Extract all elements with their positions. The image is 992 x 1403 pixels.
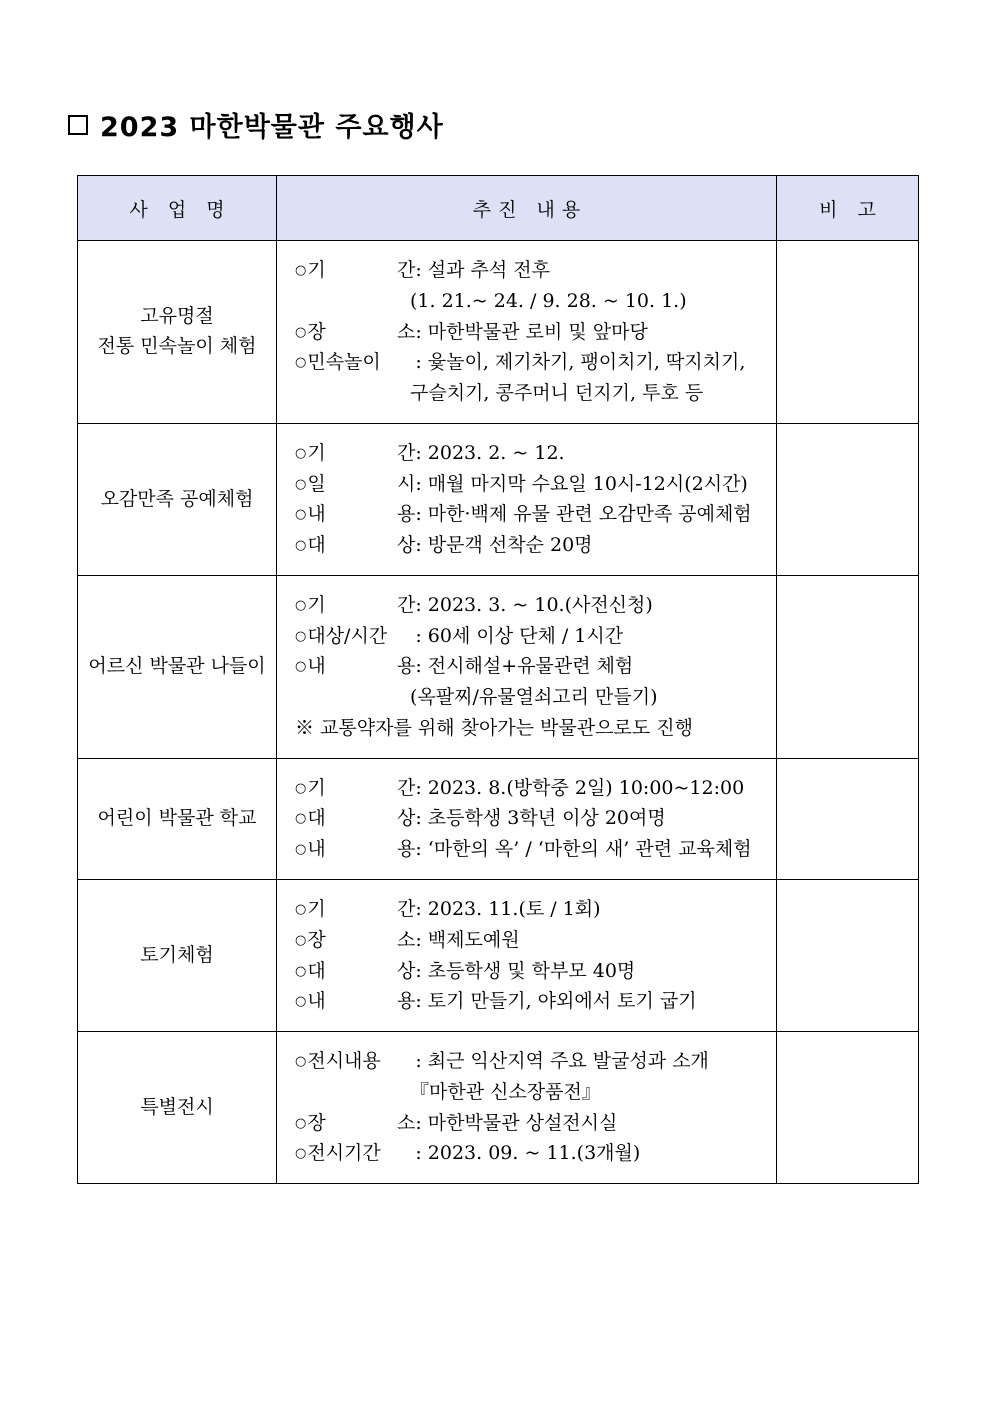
detail-value: 마한박물관 상설전시실	[421, 1111, 618, 1134]
detail-line	[295, 621, 770, 652]
detail-separator: :	[415, 776, 422, 799]
detail-line	[295, 925, 770, 956]
detail-label: 대 상	[307, 807, 416, 830]
table-header-row	[78, 176, 919, 241]
detail-separator: :	[415, 320, 422, 343]
program-name-cell	[78, 1032, 277, 1184]
detail-value: 초등학생 3학년 이상 20여명	[421, 807, 666, 830]
detail-continuation: 구슬치기, 콩주머니 던지기, 투호 등	[410, 382, 704, 405]
detail-label: 대 상	[307, 534, 416, 557]
detail-continuation: (1. 21.~ 24. / 9. 28. ~ 10. 1.)	[410, 289, 687, 312]
detail-label: 민속놀이	[307, 351, 381, 374]
detail-label: 내 용	[307, 655, 416, 678]
program-name-cell	[78, 575, 277, 758]
circle-bullet-icon: ○	[295, 1115, 307, 1131]
detail-value: 2023. 09. ~ 11.(3개월)	[421, 1142, 641, 1165]
circle-bullet-icon: ○	[295, 902, 307, 918]
circle-bullet-icon: ○	[295, 324, 307, 340]
detail-label: 장 소	[307, 928, 416, 951]
detail-footnote: ※ 교통약자를 위해 찾아가는 박물관으로도 진행	[295, 716, 693, 739]
title-box-icon	[68, 115, 88, 135]
detail-value: 2023. 8.(방학중 2일) 10:00~12:00	[421, 776, 745, 799]
detail-line	[295, 803, 770, 834]
circle-bullet-icon: ○	[295, 355, 307, 371]
detail-value: 마한·백제 유물 관련 오감만족 공예체험	[421, 503, 752, 526]
detail-value: 백제도예원	[421, 928, 520, 951]
detail-separator: :	[415, 1111, 422, 1134]
table-body	[78, 241, 919, 1184]
detail-separator: :	[415, 534, 422, 557]
circle-bullet-icon: ○	[295, 842, 307, 858]
detail-separator: :	[415, 838, 422, 861]
detail-value: 방문객 선착순 20명	[421, 534, 593, 557]
detail-label: 내 용	[307, 838, 416, 861]
detail-line	[295, 347, 770, 378]
circle-bullet-icon: ○	[295, 659, 307, 675]
detail-label: 장 소	[307, 320, 416, 343]
detail-line	[295, 286, 770, 317]
circle-bullet-icon: ○	[295, 994, 307, 1010]
detail-line	[295, 317, 770, 348]
detail-label: 전시기간	[307, 1142, 381, 1165]
detail-line	[295, 773, 770, 804]
circle-bullet-icon: ○	[295, 1146, 307, 1162]
detail-line	[295, 956, 770, 987]
program-name-line: 전통 민속놀이 체험	[97, 334, 257, 357]
detail-separator: :	[415, 441, 422, 464]
detail-line	[295, 986, 770, 1017]
program-detail-cell	[277, 423, 777, 575]
detail-separator: :	[415, 472, 422, 495]
detail-value: 설과 추석 전후	[421, 259, 550, 281]
detail-value: 토기 만들기, 야외에서 토기 굽기	[421, 990, 697, 1013]
circle-bullet-icon: ○	[295, 445, 307, 461]
detail-label: 대 상	[307, 959, 416, 982]
detail-label: 기 간	[307, 593, 416, 616]
detail-continuation: (옥팔찌/유물열쇠고리 만들기)	[410, 686, 658, 709]
table-row	[78, 758, 919, 879]
detail-value: 윷놀이, 제기차기, 팽이치기, 딱지치기,	[421, 351, 746, 374]
table-row	[78, 423, 919, 575]
column-header-name: 사 업 명	[78, 176, 277, 241]
detail-separator: :	[415, 1050, 422, 1073]
detail-line	[295, 438, 770, 469]
note-cell	[777, 1032, 919, 1184]
detail-line	[295, 378, 770, 409]
detail-separator: :	[415, 928, 422, 951]
detail-line	[295, 590, 770, 621]
detail-continuation: 『마한관 신소장품전』	[410, 1080, 601, 1103]
detail-line	[295, 530, 770, 561]
note-cell	[777, 575, 919, 758]
circle-bullet-icon: ○	[295, 932, 307, 948]
detail-line	[295, 1108, 770, 1139]
detail-label: 대상/시간	[307, 624, 388, 647]
detail-value: 2023. 3. ~ 10.(사전신청)	[421, 593, 653, 616]
detail-label: 내 용	[307, 990, 416, 1013]
circle-bullet-icon: ○	[295, 507, 307, 523]
circle-bullet-icon: ○	[295, 476, 307, 492]
detail-line	[295, 1077, 770, 1108]
circle-bullet-icon: ○	[295, 597, 307, 613]
note-cell	[777, 241, 919, 424]
circle-bullet-icon: ○	[295, 538, 307, 554]
program-name-line: 오감만족 공예체험	[100, 487, 254, 510]
detail-separator: :	[415, 503, 422, 526]
program-name-line: 고유명절	[140, 305, 214, 328]
table-row	[78, 575, 919, 758]
table-row	[78, 880, 919, 1032]
detail-separator: :	[415, 259, 422, 281]
detail-value: 60세 이상 단체 / 1시간	[421, 624, 624, 647]
detail-line	[295, 651, 770, 682]
detail-line	[295, 1138, 770, 1169]
program-detail-cell	[277, 758, 777, 879]
detail-label: 내 용	[307, 503, 416, 526]
detail-value: 초등학생 및 학부모 40명	[421, 959, 636, 982]
program-name-cell	[78, 758, 277, 879]
detail-separator: :	[415, 898, 422, 921]
detail-label: 장 소	[307, 1111, 416, 1134]
detail-line	[295, 894, 770, 925]
detail-separator: :	[415, 655, 422, 678]
detail-label: 기 간	[307, 898, 416, 921]
column-header-content: 추진 내용	[277, 176, 777, 241]
detail-value: 전시해설+유물관련 체험	[421, 655, 634, 678]
program-name-line: 특별전시	[140, 1095, 214, 1118]
table-row	[78, 241, 919, 424]
column-header-note: 비 고	[777, 176, 919, 241]
detail-separator: :	[415, 990, 422, 1013]
detail-line	[295, 469, 770, 500]
circle-bullet-icon: ○	[295, 1054, 307, 1070]
program-name-line: 어르신 박물관 나들이	[88, 655, 266, 678]
circle-bullet-icon: ○	[295, 963, 307, 979]
note-cell	[777, 758, 919, 879]
detail-label: 일 시	[307, 472, 416, 495]
detail-value: 매월 마지막 수요일 10시-12시(2시간)	[421, 472, 748, 495]
detail-separator: :	[415, 959, 422, 982]
detail-label: 기 간	[307, 441, 416, 464]
program-name-cell	[78, 423, 277, 575]
detail-value: ‘마한의 옥’ / ‘마한의 새’ 관련 교육체험	[421, 838, 752, 861]
program-detail-cell	[277, 1032, 777, 1184]
detail-label: 전시내용	[307, 1050, 381, 1073]
detail-separator: :	[415, 351, 422, 374]
program-detail-cell	[277, 880, 777, 1032]
table-row	[78, 1032, 919, 1184]
program-name-line: 어린이 박물관 학교	[97, 807, 257, 830]
detail-separator: :	[415, 593, 422, 616]
detail-label: 기 간	[307, 776, 416, 799]
detail-value: 마한박물관 로비 및 앞마당	[421, 320, 648, 343]
detail-line	[295, 499, 770, 530]
note-cell	[777, 423, 919, 575]
circle-bullet-icon: ○	[295, 628, 307, 644]
detail-label: 기 간	[307, 259, 416, 281]
detail-value: 최근 익산지역 주요 발굴성과 소개	[421, 1050, 709, 1073]
program-name-cell	[78, 241, 277, 424]
detail-line	[295, 1046, 770, 1077]
program-name-cell	[78, 880, 277, 1032]
detail-line	[295, 255, 770, 286]
detail-value: 2023. 2. ~ 12.	[421, 441, 565, 464]
program-detail-cell	[277, 575, 777, 758]
detail-line	[295, 682, 770, 713]
circle-bullet-icon: ○	[295, 811, 307, 827]
detail-separator: :	[415, 624, 422, 647]
events-table	[77, 175, 919, 1184]
program-name-line: 토기체험	[140, 943, 214, 966]
detail-separator: :	[415, 807, 422, 830]
detail-separator: :	[415, 1142, 422, 1165]
note-cell	[777, 880, 919, 1032]
page-title-text: 2023 마한박물관 주요행사	[100, 112, 444, 143]
detail-value: 2023. 11.(토 / 1회)	[421, 898, 601, 921]
program-detail-cell	[277, 241, 777, 424]
circle-bullet-icon: ○	[295, 780, 307, 796]
circle-bullet-icon: ○	[295, 263, 307, 278]
table-header	[78, 176, 919, 241]
detail-line	[295, 834, 770, 865]
page-title	[68, 114, 444, 141]
